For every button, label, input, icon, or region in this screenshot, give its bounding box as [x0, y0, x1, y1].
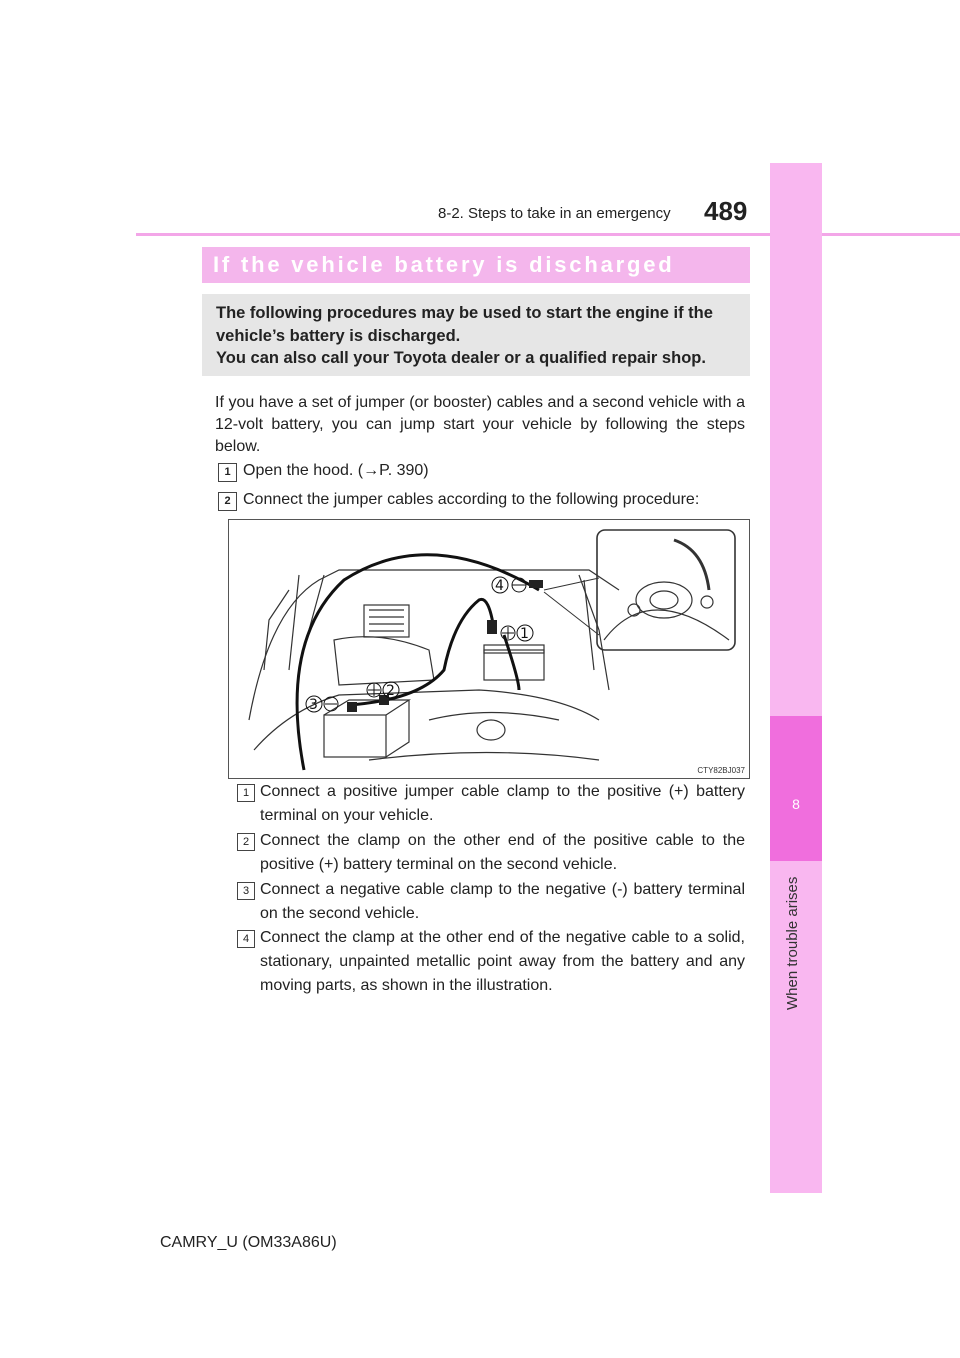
intro-line-3: You can also call your Toyota dealer or a qualified repair shop.	[216, 349, 706, 367]
substep-text-3: Connect a negative cable clamp to the negative (-) battery terminal on the second vehicle.	[260, 881, 745, 922]
body-paragraph: If you have a set of jumper (or booster) cables and a second vehicle with a 12-volt battery, you can jump start your vehicle by following the steps below.	[215, 394, 745, 455]
footer-model-code: CAMRY_U (OM33A86U)	[160, 1234, 337, 1251]
intro-line-2: vehicle’s battery is discharged.	[216, 327, 461, 345]
callout-4: 4	[495, 578, 504, 594]
illustration-jump-start	[228, 519, 750, 779]
substep-text-4: Connect the clamp at the other end of the negative cable to a solid, stationary, unpainted metallic point away from the battery and any moving parts, as shown in the illustration.	[260, 929, 745, 994]
substep-badge-2: 2	[237, 833, 255, 851]
callout-3: 3	[309, 697, 318, 713]
side-tab-number: 8	[792, 796, 800, 812]
substep-text-2: Connect the clamp on the other end of the positive cable to the positive (+) battery terminal on the second vehicle.	[260, 832, 745, 873]
header-rule	[136, 233, 960, 236]
side-tab-label: When trouble arises	[784, 876, 801, 1010]
side-tab	[770, 163, 822, 1193]
step-text-1: Open the hood. (→P. 390)	[243, 462, 429, 479]
header-section: 8-2. Steps to take in an emergency	[438, 205, 671, 222]
step-badge-1: 1	[218, 463, 237, 482]
callout-2: 2	[386, 683, 395, 699]
side-tab-number-box	[770, 716, 822, 861]
intro-line-1: The following procedures may be used to start the engine if the	[216, 304, 713, 322]
page-title: If the vehicle battery is discharged	[213, 252, 675, 277]
page-number: 489	[704, 196, 748, 226]
step-text-2: Connect the jumper cables according to the following procedure:	[243, 491, 700, 508]
callout-1: 1	[520, 626, 529, 642]
step-badge-2: 2	[218, 492, 237, 511]
figure-code: CTY82BJ037	[697, 766, 745, 775]
substep-badge-4: 4	[237, 930, 255, 948]
engine-bay-drawing	[229, 520, 749, 778]
substep-text-1: Connect a positive jumper cable clamp to the positive (+) battery terminal on your vehicle.	[260, 783, 745, 824]
substep-badge-1: 1	[237, 784, 255, 802]
substep-badge-3: 3	[237, 882, 255, 900]
